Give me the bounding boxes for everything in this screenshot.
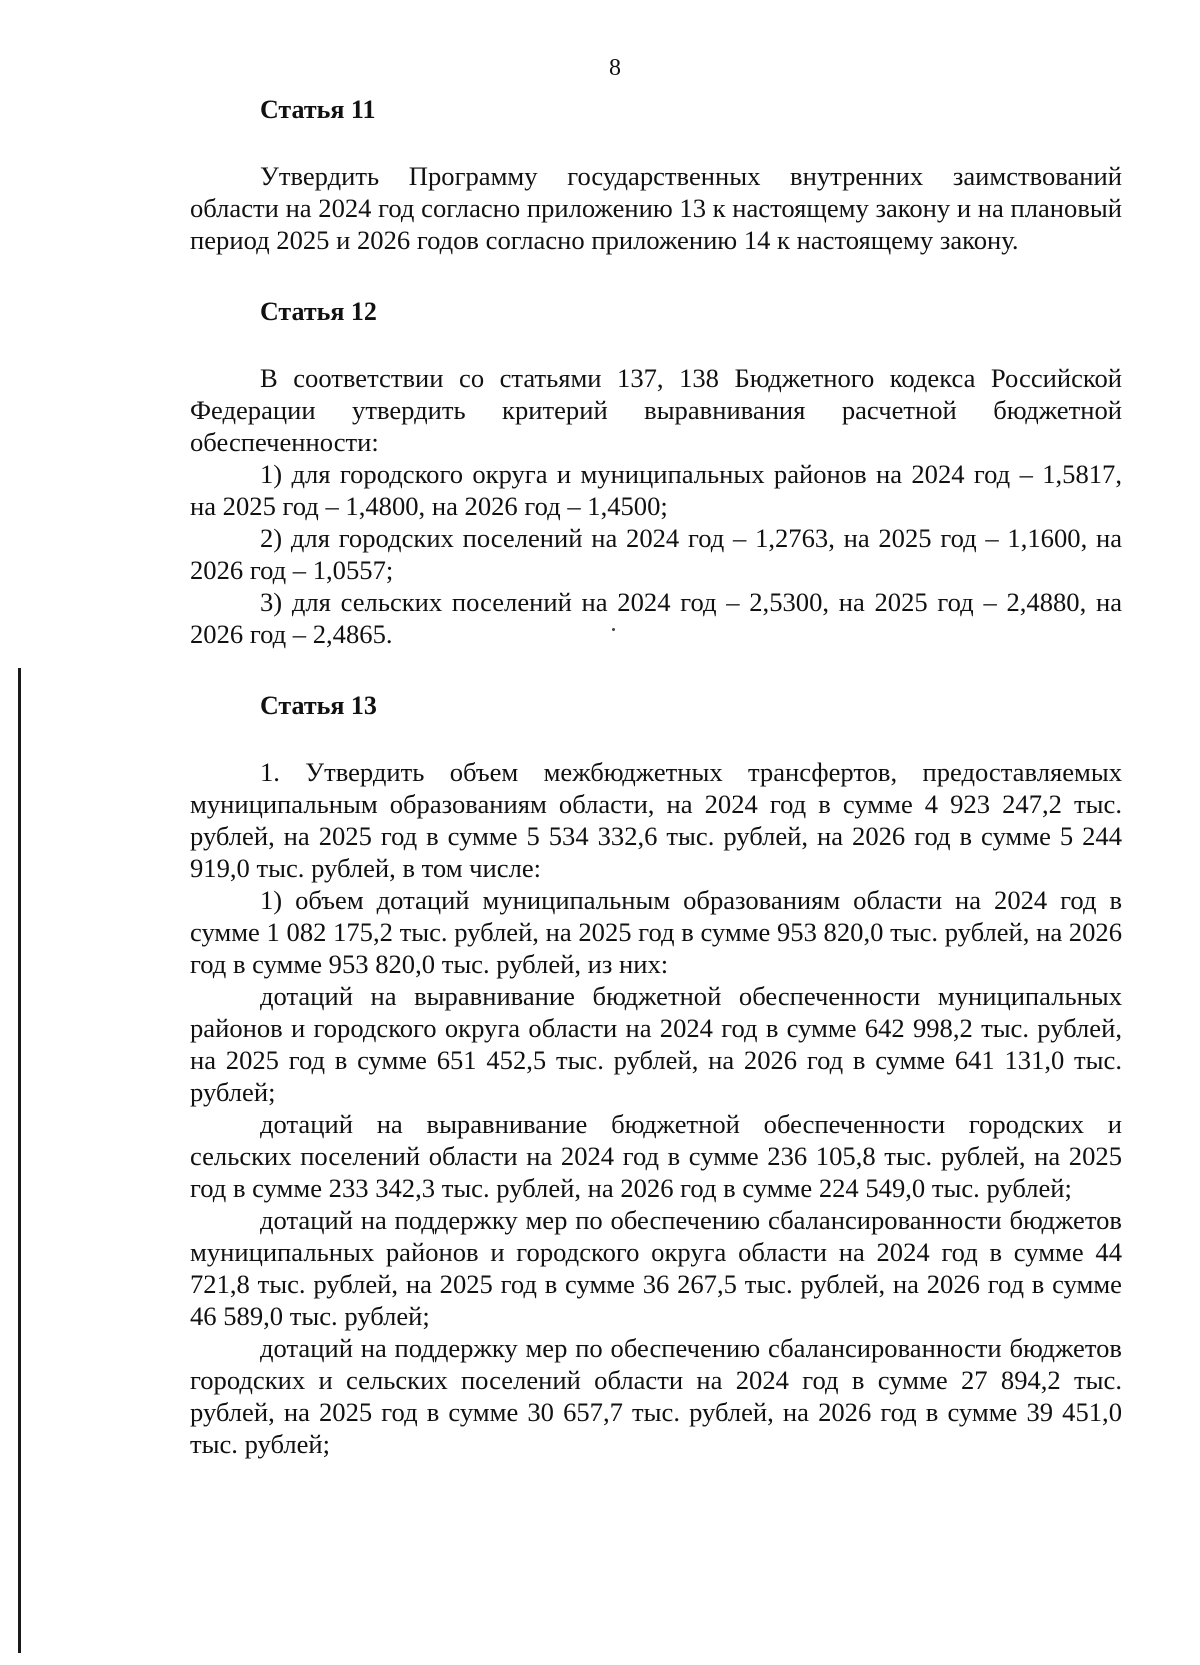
document-body bbox=[190, 94, 1122, 1460]
article-paragraph: дотаций на поддержку мер по обеспечению сбалансированности бюджетов муниципальных районов и городского округа области на 2024 год в сумме 44 721,8 тыс. рублей, на 2025 год в сумме 36 267,5 тыс. рублей, на 2026 год в сумме 46 589,0 тыс. рублей; bbox=[190, 1205, 1122, 1331]
article-11 bbox=[190, 94, 1122, 256]
article-paragraph: 1) объем дотаций муниципальным образованиям области на 2024 год в сумме 1 082 175,2 тыс. рублей, на 2025 год в сумме 953 820,0 тыс. рублей, на 2026 год в сумме 953 820,0 тыс. рублей, из них: bbox=[190, 885, 1122, 979]
article-title: Статья 11 bbox=[260, 95, 376, 124]
article-paragraph: 1) для городского округа и муниципальных районов на 2024 год – 1,5817, на 2025 год – 1,4800, на 2026 год – 1,4500; bbox=[190, 459, 1122, 521]
article-paragraph: Утвердить Программу государственных внутренних заимствований области на 2024 год согласно приложению 13 к настоящему закону и на плановый период 2025 и 2026 годов согласно приложению 14 к настоящему закону. bbox=[190, 161, 1122, 255]
article-paragraph: дотаций на выравнивание бюджетной обеспеченности муниципальных районов и городского округа области на 2024 год в сумме 642 998,2 тыс. рублей, на 2025 год в сумме 651 452,5 тыс. рублей, на 2026 год в сумме 641 131,0 тыс. рублей; bbox=[190, 981, 1122, 1107]
article-13 bbox=[190, 690, 1122, 1460]
article-paragraph: 2) для городских поселений на 2024 год – 1,2763, на 2025 год – 1,1600, на 2026 год – 1,0557; bbox=[190, 523, 1122, 585]
article-paragraph: 1. Утвердить объем межбюджетных трансфертов, предоставляемых муниципальным образованиям области, на 2024 год в сумме 4 923 247,2 тыс. рублей, на 2025 год в сумме 5 534 332,6 тыс. рублей, на 2026 год в сумме 5 244 919,0 тыс. рублей, в том числе: bbox=[190, 757, 1122, 883]
scan-border-line bbox=[18, 668, 21, 1653]
article-paragraph: 3) для сельских поселений на 2024 год – 2,5300, на 2025 год – 2,4880, на 2026 год – 2,4865. bbox=[190, 587, 1122, 649]
article-paragraph: дотаций на выравнивание бюджетной обеспеченности городских и сельских поселений области на 2024 год в сумме 236 105,8 тыс. рублей, на 2025 год в сумме 233 342,3 тыс. рублей, на 2026 год в сумме 224 549,0 тыс. рублей; bbox=[190, 1109, 1122, 1203]
article-title: Статья 12 bbox=[260, 297, 377, 326]
article-title: Статья 13 bbox=[260, 691, 377, 720]
article-12 bbox=[190, 296, 1122, 650]
article-paragraph: дотаций на поддержку мер по обеспечению сбалансированности бюджетов городских и сельских поселений области на 2024 год в сумме 27 894,2 тыс. рублей, на 2025 год в сумме 30 657,7 тыс. рублей, на 2026 год в сумме 39 451,0 тыс. рублей; bbox=[190, 1333, 1122, 1459]
page-number: 8 bbox=[609, 55, 621, 81]
article-paragraph: В соответствии со статьями 137, 138 Бюджетного кодекса Российской Федерации утвердить критерий выравнивания расчетной бюджетной обеспеченности: bbox=[190, 363, 1122, 457]
